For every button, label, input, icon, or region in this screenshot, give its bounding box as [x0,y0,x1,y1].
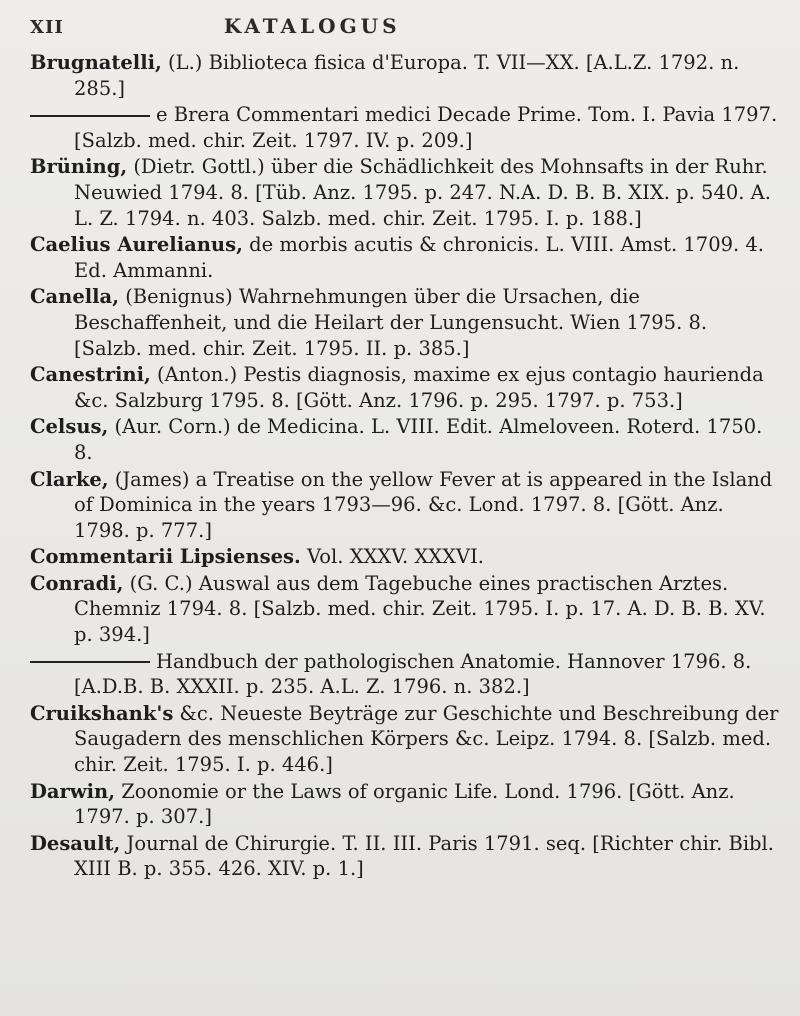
entry-author: Commentarii Lipsienses. [30,545,301,569]
entry-author: Darwin, [30,779,115,803]
entry-text: Handbuch der pathologischen Anatomie. Hannover 1796. 8. [A.D.B. B. XXXII. p. 235. A.L. Z. 1796. n. 382.] [74,649,752,699]
running-head [30,14,780,38]
entry-text: Journal de Chirurgie. T. II. III. Paris 1791. seq. [Richter chir. Bibl. XIII B. p. 355. 426. XIV. p. 1.] [74,831,774,881]
catalog-entry [30,50,780,101]
entry-text: Zoonomie or the Laws of organic Life. Lond. 1796. [Gött. Anz. 1797. p. 307.] [74,779,735,829]
catalog-entries [30,50,780,882]
entry-text: (Dietr. Gottl.) über die Schädlichkeit des Mohnsafts in der Ruhr. Neuwied 1794. 8. [Tüb. Anz. 1795. p. 247. N.A. D. B. B. XIX. p. 540. A. L. Z. 1794. n. 403. Salzb. med. chir. Zeit. 1795. I. p. 188.] [74,155,771,230]
catalog-entry [30,102,780,153]
ditto-dash [30,115,150,117]
entry-text: (Benignus) Wahrnehmungen über die Ursachen, die Beschaffenheit, und die Heilart der Lungensucht. Wien 1795. 8. [Salzb. med. chir. Zeit. 1795. II. p. 385.] [74,285,708,360]
catalog-entry [30,467,780,544]
entry-text: (James) a Treatise on the yellow Fever at is appeared in the Island of Dominica in the years 1793—96. &c. Lond. 1797. 8. [Gött. Anz. 1798. p. 777.] [74,467,773,542]
entry-author: Celsus, [30,415,109,439]
running-head-title: KATALOGUS [223,14,401,38]
catalog-entry [30,831,780,882]
catalog-entry [30,414,780,465]
catalog-entry [30,544,780,570]
catalog-entry [30,571,780,648]
ditto-dash [30,661,150,663]
catalog-entry [30,701,780,778]
entry-author: Clarke, [30,467,109,491]
entry-author: Brüning, [30,155,128,179]
entry-text: (Anton.) Pestis diagnosis, maxime ex ejus contagio haurienda &c. Salzburg 1795. 8. [Gött. Anz. 1796. p. 295. 1797. p. 753.] [74,363,764,412]
page-number: XII [30,17,64,38]
catalog-entry [30,232,780,283]
entry-text: Vol. XXXV. XXXVI. [306,545,484,569]
entry-text: (Aur. Corn.) de Medicina. L. VIII. Edit. Almeloveen. Roterd. 1750. 8. [74,415,763,464]
entry-author: Brugnatelli, [30,51,162,74]
catalog-entry [30,154,780,231]
entry-text: e Brera Commentari medici Decade Prime. Tom. I. Pavia 1797. [Salzb. med. chir. Zeit. 1797. IV. p. 209.] [74,103,778,152]
catalog-entry [30,284,780,361]
entry-author: Caelius Aurelianus, [30,233,243,257]
entry-text: &c. Neueste Beyträge zur Geschichte und Beschreibung der Saugadern des menschlichen Körpers &c. Leipz. 1794. 8. [Salzb. med. chir. Zeit. 1795. I. p. 446.] [74,701,779,777]
entry-text: (L.) Biblioteca fisica d'Europa. T. VII—XX. [A.L.Z. 1792. n. 285.] [74,51,740,100]
entry-author: Conradi, [30,571,124,595]
entry-author: Canestrini, [30,363,151,387]
entry-author: Desault, [30,831,121,855]
catalog-entry [30,779,780,830]
entry-text: (G. C.) Auswal aus dem Tagebuche eines practischen Arztes. Chemniz 1794. 8. [Salzb. med. chir. Zeit. 1795. I. p. 17. A. D. B. B. XV. p. 394.] [74,571,766,647]
catalog-entry [30,362,780,413]
entry-author: Cruikshank's [30,701,174,725]
entry-text: de morbis acutis & chronicis. L. VIII. Amst. 1709. 4. Ed. Ammanni. [74,233,765,282]
catalog-entry [30,649,780,700]
entry-author: Canella, [30,285,119,309]
